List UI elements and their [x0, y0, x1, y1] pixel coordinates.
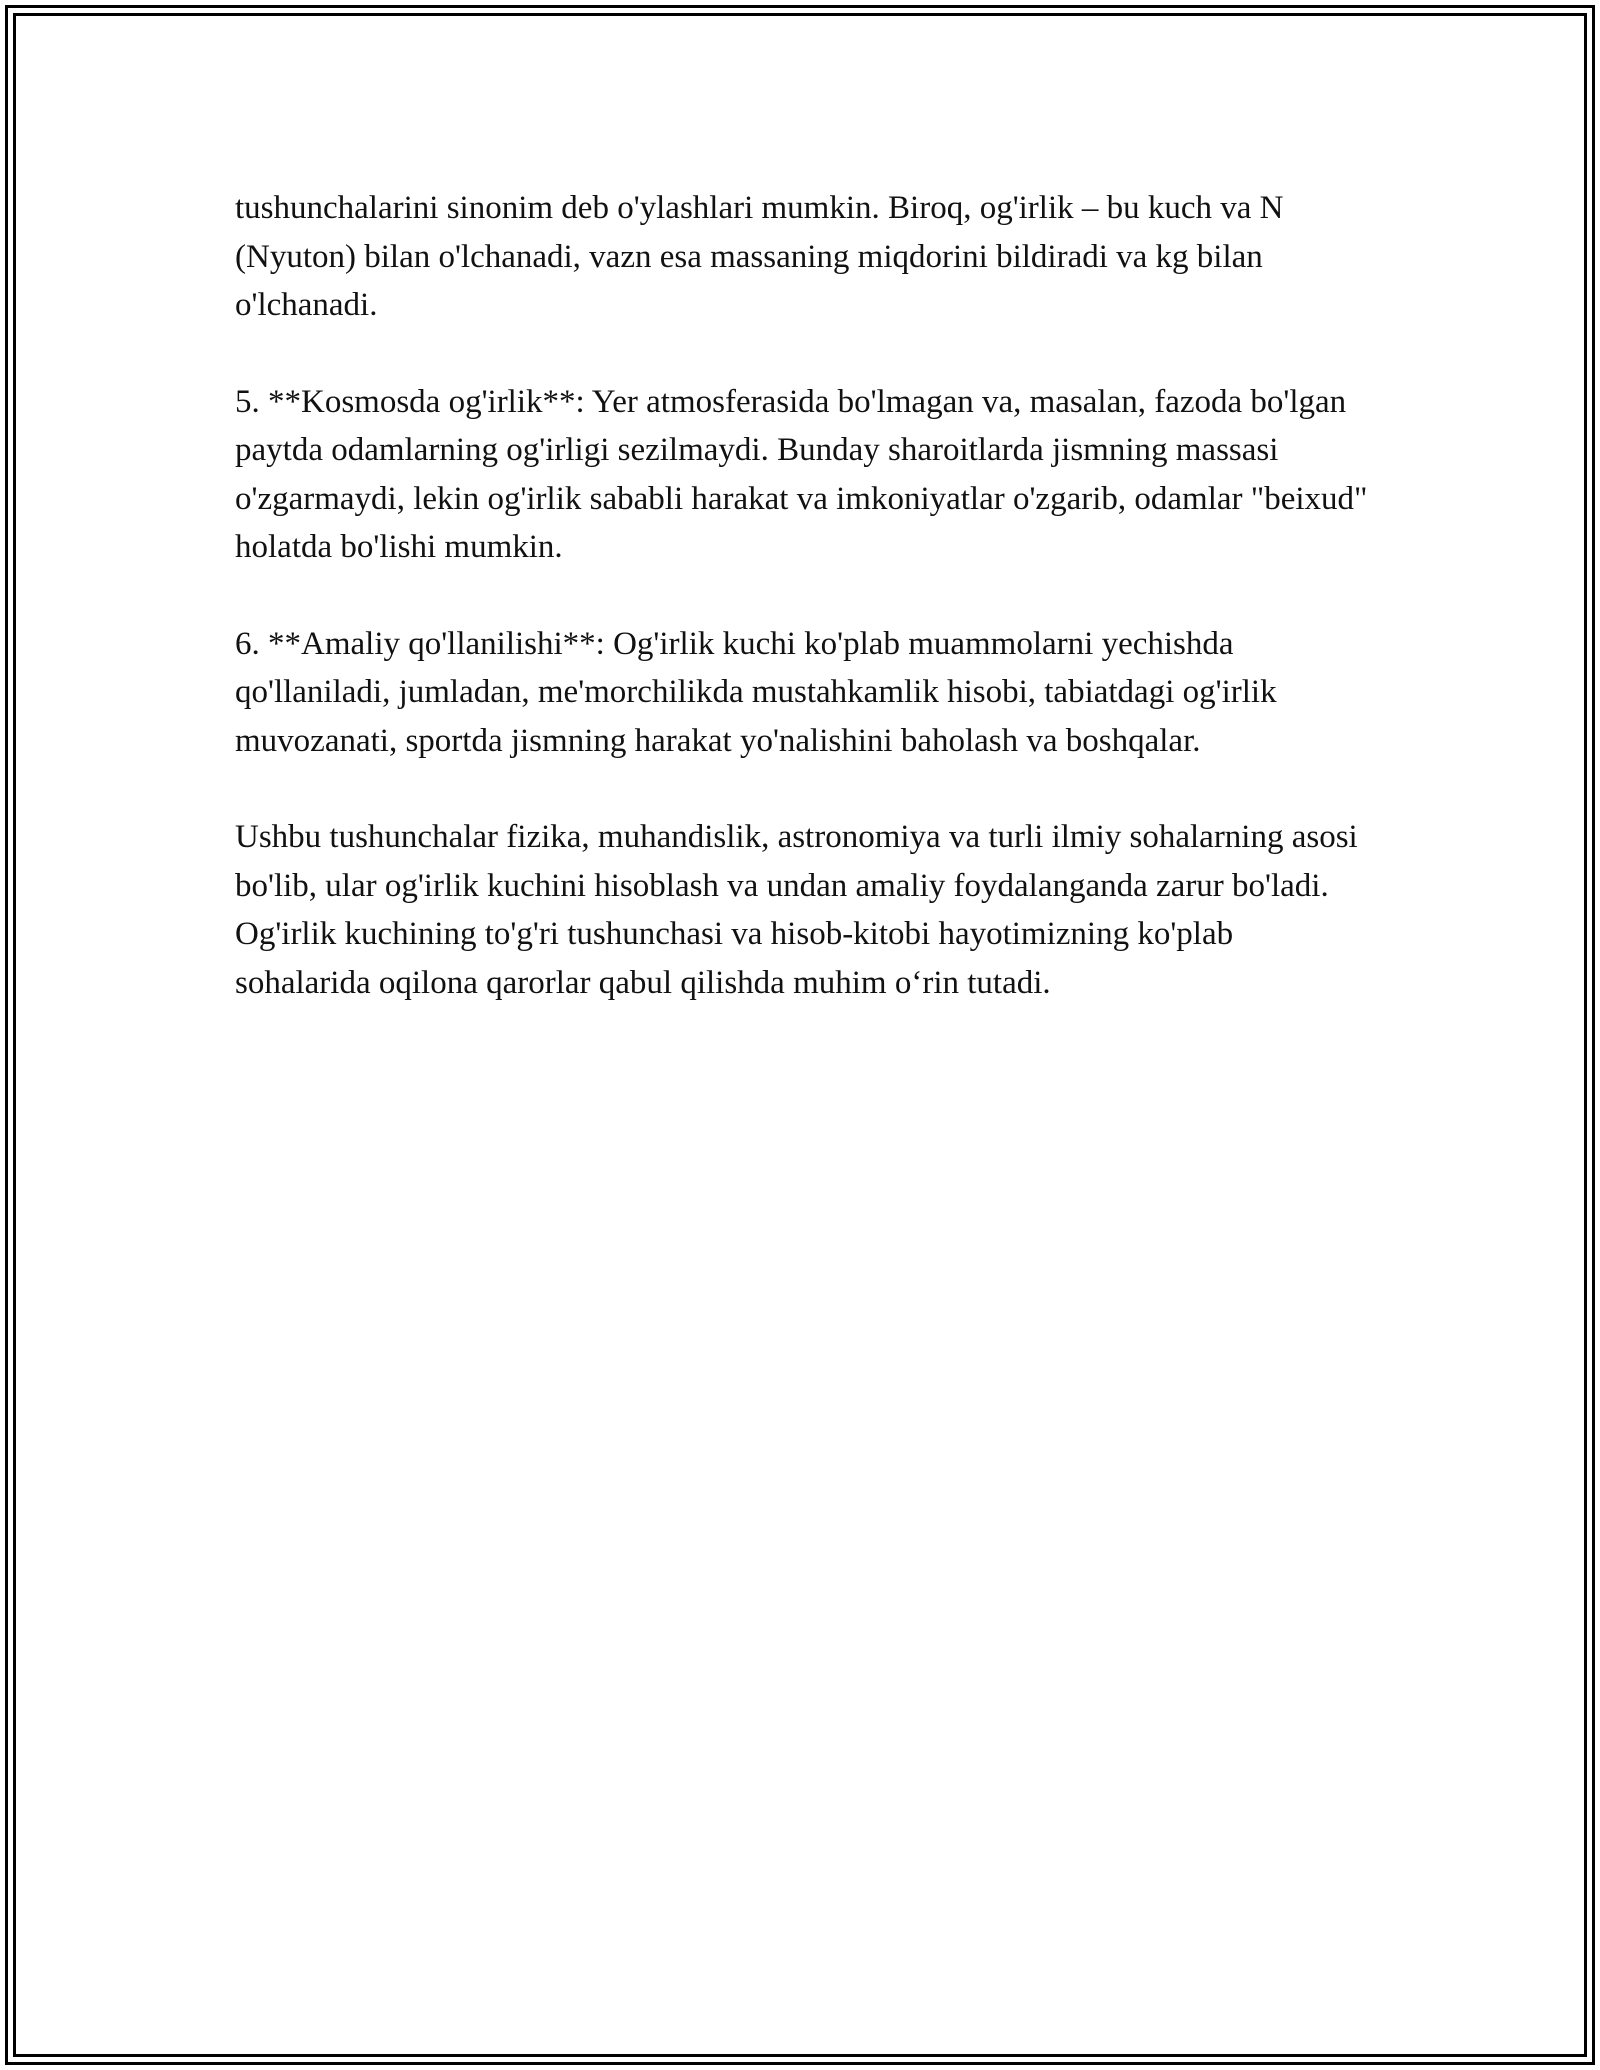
paragraph-weight-vs-mass: tushunchalarini sinonim deb o'ylashlari mumkin. Biroq, og'irlik – bu kuch va N (Nyuton) bilan o'lchanadi, vazn esa massaning miqdorini bildiradi va kg bilan o'lchanadi. [235, 190, 1284, 323]
paragraph-weight-in-space: 5. **Kosmosda og'irlik**: Yer atmosferasida bo'lmagan va, masalan, fazoda bo'lgan paytda odamlarning og'irligi sezilmaydi. Bunday sharoitlarda jismning massasi o'zgarmaydi, lekin og'irlik sababli harakat va imkoniyatlar o'zgarib, odamlar "beixud" holatda bo'lishi mumkin. [235, 383, 1368, 565]
document-body [235, 184, 1375, 1007]
paragraph-practical-application: 6. **Amaliy qo'llanilishi**: Og'irlik kuchi ko'plab muammolarni yechishda qo'llaniladi, jumladan, me'morchilikda mustahkamlik hisobi, tabiatdagi og'irlik muvozanati, sportda jismning harakat yo'nalishini baholash va boshqalar. [235, 625, 1277, 759]
paragraph-conclusion: Ushbu tushunchalar fizika, muhandislik, astronomiya va turli ilmiy sohalarning asosi bo'lib, ular og'irlik kuchini hisoblash va undan amaliy foydalanganda zarur bo'ladi. Og'irlik kuchining to'g'ri tushunchasi va hisob-kitobi hayotimizning ko'plab sohalarida oqilona qarorlar qabul qilishda muhim o‘rin tutadi. [235, 819, 1358, 1001]
